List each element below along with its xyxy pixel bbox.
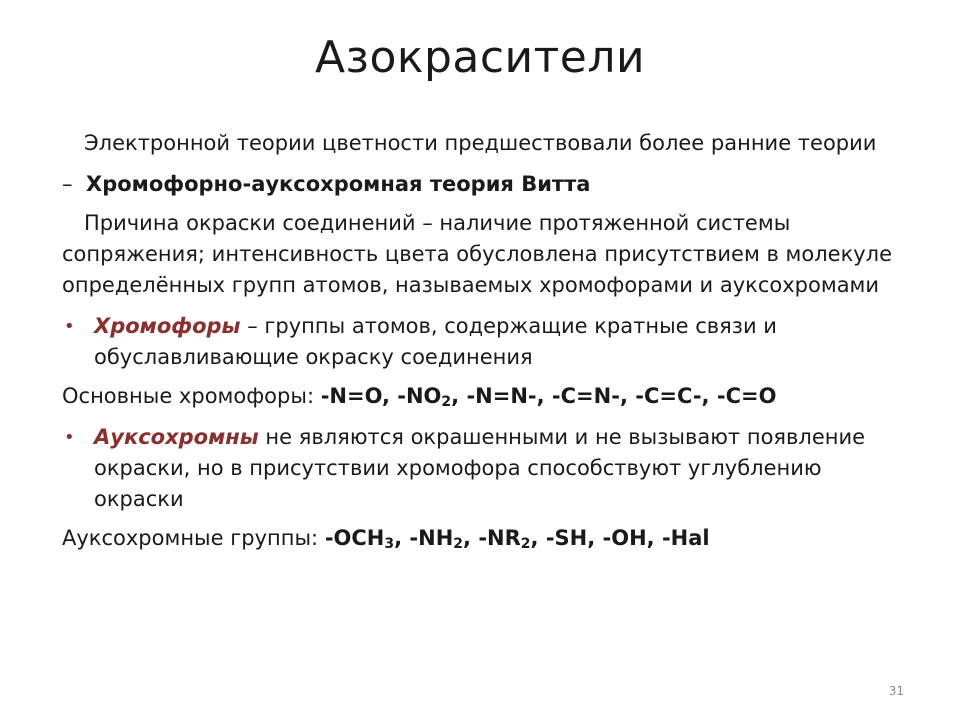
page-number: 31 <box>888 684 904 698</box>
bullet-icon: • <box>64 316 75 337</box>
auxochrome-groups-line <box>62 523 912 554</box>
auxochrome-groups-label: Ауксохромные группы: <box>62 526 325 550</box>
auxochrome-groups-formula <box>325 526 710 550</box>
subscript: 3 <box>384 536 395 552</box>
subscript: 2 <box>453 536 464 552</box>
bullet-icon: • <box>64 427 75 448</box>
chromophores-definition: – группы атомов, содержащие кратные связи и обуславливающие окраску соединения <box>94 314 777 369</box>
theory-line <box>62 169 912 200</box>
cause-paragraph: Причина окраски соединений – наличие протяженной системы сопряжения; интенсивность цвета обусловлена присутствием в молекуле определённых групп атомов, называемых хромофорами и ауксохромами <box>62 211 893 297</box>
auxochromes-term: Ауксохромны <box>94 425 259 449</box>
formula-part: , -N=N-, -C=N-, -C=C-, -C=O <box>451 384 777 408</box>
formula-part: -N=O, -NO <box>320 384 442 408</box>
auxochromes-definition: не являются окрашенными и не вызывают появление окраски, но в присутствии хромофора способствуют углублению окраски <box>94 425 866 511</box>
dash-marker: – <box>62 172 73 196</box>
theory-name: Хромофорно-ауксохромная теория Витта <box>86 172 591 196</box>
subscript: 2 <box>441 394 452 410</box>
intro-paragraph: Электронной теории цветности предшествовали более ранние теории <box>84 131 877 155</box>
chromophores-bullet <box>62 311 912 373</box>
formula-part: , -NR <box>463 526 521 550</box>
main-chromophores-formula <box>321 384 777 408</box>
formula-part: , -SH, -OH, -Hal <box>530 526 710 550</box>
main-chromophores-label: Основные хромофоры: <box>62 384 321 408</box>
auxochromes-bullet <box>62 422 912 515</box>
formula-part: -OCH <box>324 526 385 550</box>
main-chromophores-line <box>62 381 912 412</box>
chromophores-term: Хромофоры <box>94 314 241 338</box>
formula-part: , -NH <box>394 526 454 550</box>
subscript: 2 <box>520 536 531 552</box>
slide-body <box>62 128 912 554</box>
slide-title: Азокрасители <box>314 32 646 83</box>
